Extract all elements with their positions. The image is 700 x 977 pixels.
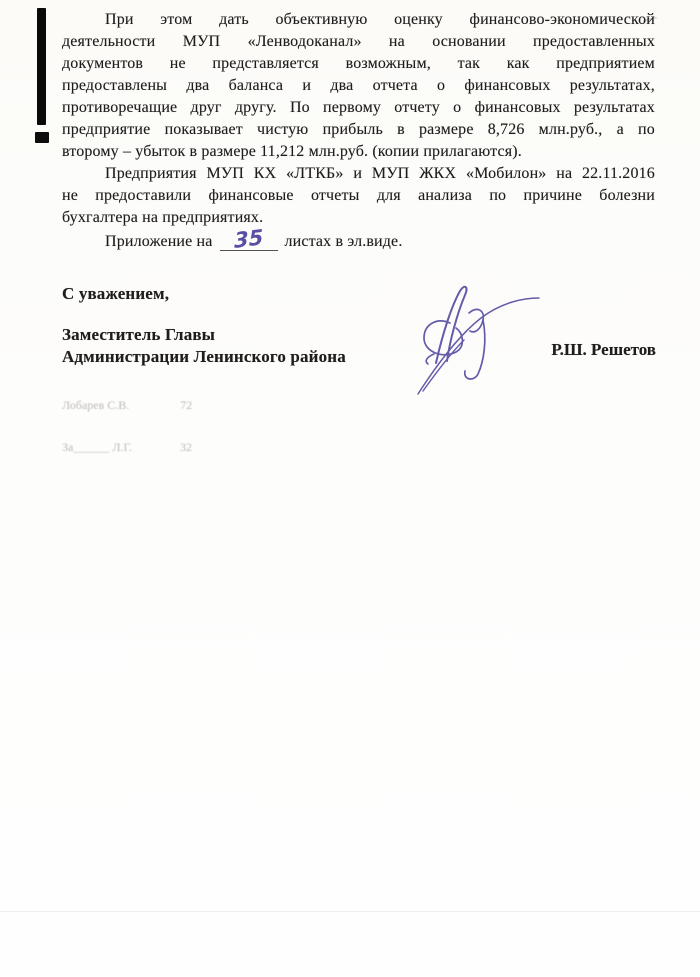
executor-contacts	[62, 370, 192, 482]
signature-vu-curl	[469, 309, 483, 331]
appendix-line	[105, 225, 655, 253]
body-text-line: противоречащие друг другу. По первому отчету о финансовых результатах	[62, 99, 655, 116]
signature-ink	[385, 272, 550, 412]
appendix-suffix: листах в эл.виде.	[284, 233, 403, 250]
signature-long-diagonal	[418, 298, 539, 394]
handwritten-sheet-count: 35	[233, 225, 264, 253]
signature-short-diagonal	[423, 340, 464, 391]
letter-body	[62, 9, 655, 229]
body-text-line: бухгалтера на предприятиях.	[62, 209, 264, 226]
body-text-line: При этом дать объективную оценку финансово-экономической	[105, 11, 655, 28]
body-text-line: предоставлены два баланса и два отчета о финансовых результатах,	[62, 77, 655, 94]
letter-content	[62, 9, 655, 368]
scan-artifact-left-bar	[37, 8, 46, 125]
body-text-line: деятельности МУП «Ленводоканал» на основании предоставленных	[62, 33, 655, 50]
signer-title-line2: Администрации Ленинского района	[62, 347, 346, 366]
scan-artifact-bottom-line	[0, 911, 700, 912]
appendix-prefix: Приложение на	[105, 233, 213, 250]
signature-bottom-hook	[426, 354, 434, 364]
body-text-line: документов не представляется возможным, так как предприятием	[62, 55, 655, 72]
executor-line-1: Лобарев С.В. 72	[62, 398, 193, 412]
body-text-line: предприятие показывает чистую прибыль в размере 8,726 млн.руб., а по	[62, 121, 655, 138]
signature-leaf-loop	[436, 287, 466, 363]
closing-salutation: С уважением,	[62, 284, 170, 303]
sheet-count-blank	[220, 225, 278, 253]
body-text-line: второму – убыток в размере 11,212 млн.руб. (копии прилагаются).	[62, 143, 522, 160]
scan-artifact-left-square	[35, 132, 49, 143]
executor-line-2: За______ Л.Г. 32	[62, 440, 193, 454]
signer-name: Р.Ш. Решетов	[551, 340, 656, 359]
body-text-line: не предоставили финансовые отчеты для анализа по причине болезни	[62, 187, 655, 204]
body-text-line: Предприятия МУП КХ «ЛТКБ» и МУП ЖКХ «Мобилон» на 22.11.2016	[105, 165, 655, 182]
signer-title-line1: Заместитель Главы	[62, 325, 216, 344]
